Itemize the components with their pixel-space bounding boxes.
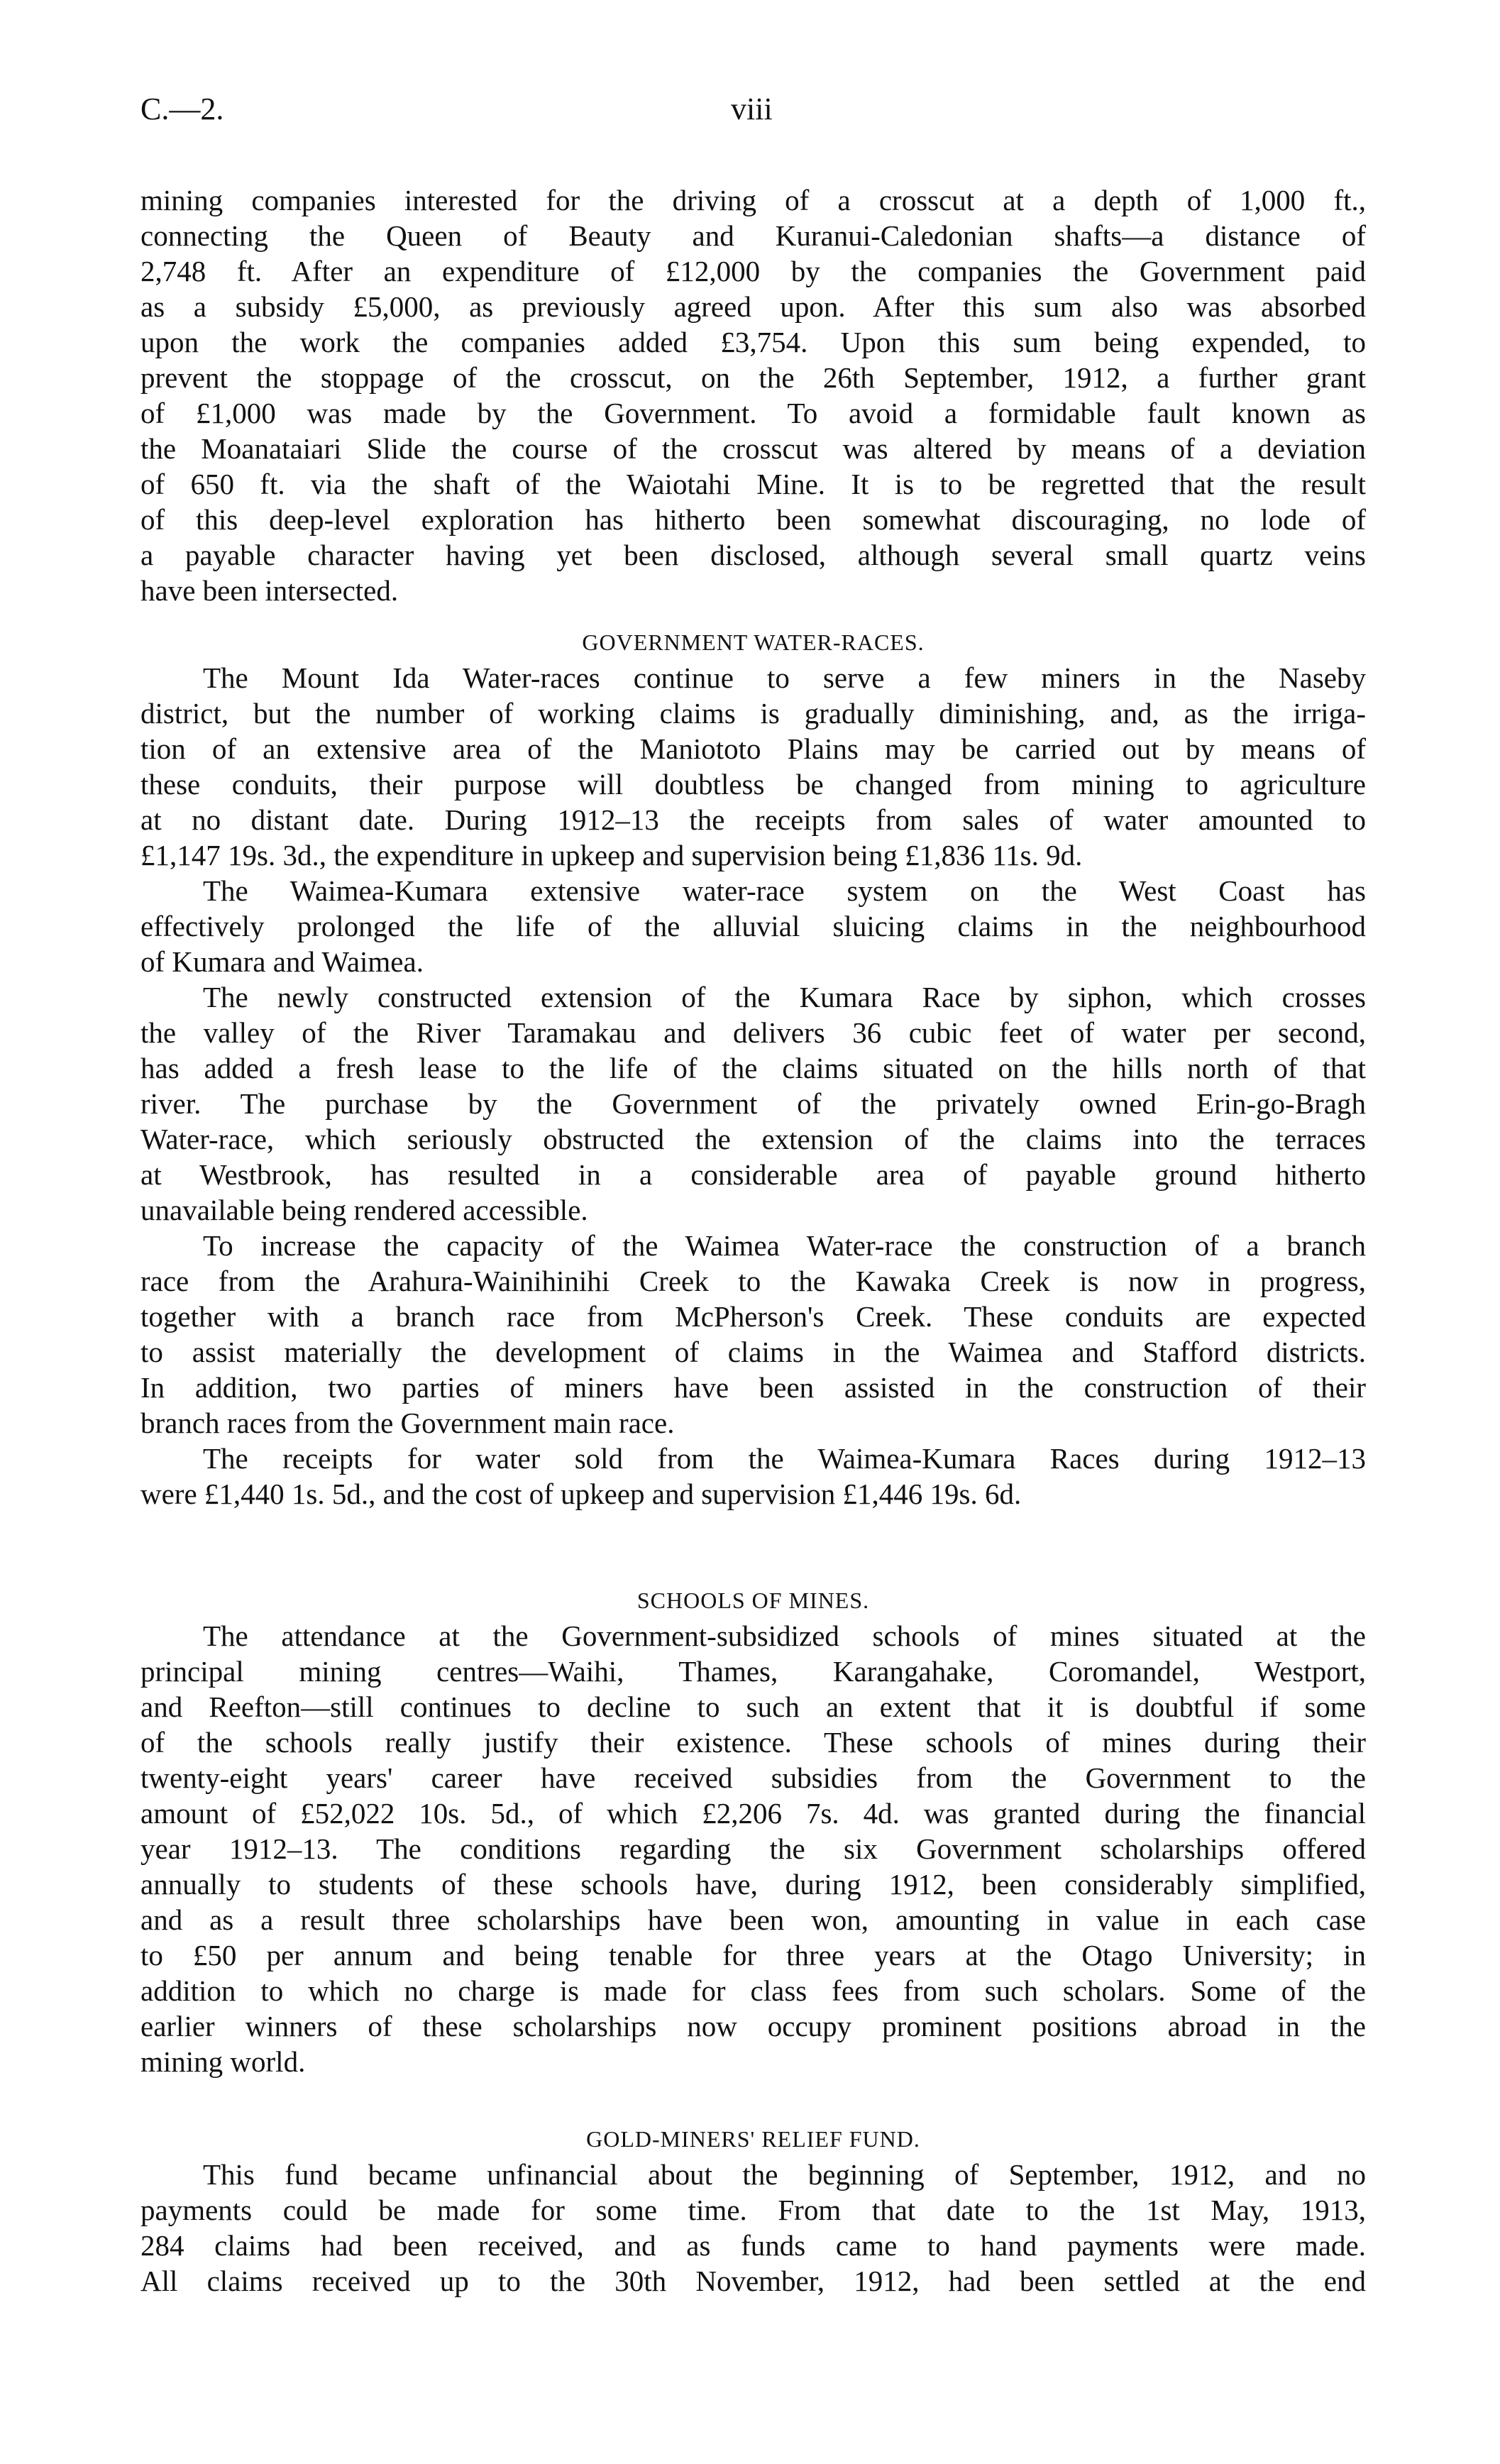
text-line: earlier winners of these scholarships now occupy prominent positions abroad in the (140, 2010, 1366, 2042)
text-line: effectively prolonged the life of the alluvial sluicing claims in the neighbourhood (140, 910, 1366, 942)
paragraph (140, 660, 1366, 873)
paragraph (140, 979, 1366, 1228)
text-line: twenty-eight years' career have received subsidies from the Government to the (140, 1761, 1366, 1794)
page-code: C.—2. (140, 92, 224, 126)
paragraph (140, 1441, 1366, 1512)
text-line: The Waimea-Kumara extensive water-race system on the West Coast has (203, 874, 1366, 907)
paragraph (140, 1618, 1366, 2079)
text-line: were £1,440 1s. 5d., and the cost of upkeep and supervision £1,446 19s. 6d. (140, 1478, 1022, 1510)
text-line: to assist materially the development of claims in the Waimea and Stafford districts. (140, 1336, 1366, 1368)
text-line: This fund became unfinancial about the beginning of September, 1912, and no (203, 2158, 1366, 2191)
text-line: branch races from the Government main race. (140, 1407, 675, 1439)
text-line: payments could be made for some time. From that date to the 1st May, 1913, (140, 2194, 1366, 2226)
paragraph (140, 873, 1366, 979)
text-line: amount of £52,022 10s. 5d., of which £2,206 7s. 4d. was granted during the financial (140, 1797, 1366, 1830)
text-line: has added a fresh lease to the life of the claims situated on the hills north of that (140, 1052, 1366, 1084)
section-crosscut (140, 182, 1366, 608)
text-line: to £50 per annum and being tenable for three years at the Otago University; in (140, 1939, 1366, 1971)
text-line: of the schools really justify their existence. These schools of mines during their (140, 1726, 1366, 1759)
text-line: race from the Arahura-Wainihinihi Creek to the Kawaka Creek is now in progress, (140, 1265, 1366, 1297)
text-line: year 1912–13. The conditions regarding the six Government scholarships offered (140, 1832, 1366, 1865)
text-line: In addition, two parties of miners have been assisted in the construction of their (140, 1371, 1366, 1404)
text-line: 284 claims had been received, and as funds came to hand payments were made. (140, 2229, 1366, 2262)
text-line: The Mount Ida Water-races continue to serve a few miners in the Naseby (203, 661, 1366, 694)
section-gold-miners-relief-fund (140, 2121, 1366, 2299)
text-line: annually to students of these schools have, during 1912, been considerably simplified, (140, 1868, 1366, 1901)
text-line: as a subsidy £5,000, as previously agreed upon. After this sum also was absorbed (140, 290, 1366, 323)
text-line: tion of an extensive area of the Maniototo Plains may be carried out by means of (140, 732, 1366, 765)
text-line: The attendance at the Government-subsidized schools of mines situated at the (203, 1619, 1366, 1652)
paragraph (140, 2157, 1366, 2299)
text-line: prevent the stoppage of the crosscut, on the 26th September, 1912, a further grant (140, 361, 1366, 394)
text-line: The receipts for water sold from the Waimea-Kumara Races during 1912–13 (203, 1442, 1366, 1475)
text-line: All claims received up to the 30th November, 1912, had been settled at the end (140, 2265, 1366, 2297)
text-line: and as a result three scholarships have been won, amounting in value in each case (140, 1903, 1366, 1936)
text-line: together with a branch race from McPherson's Creek. These conduits are expected (140, 1300, 1366, 1333)
text-line: connecting the Queen of Beauty and Kuranui-Caledonian shafts—a distance of (140, 219, 1366, 252)
text-line: addition to which no charge is made for class fees from such scholars. Some of the (140, 1974, 1366, 2007)
text-line: at no distant date. During 1912–13 the receipts from sales of water amounted to (140, 803, 1366, 836)
text-line: Water-race, which seriously obstructed the extension of the claims into the terraces (140, 1123, 1366, 1155)
text-line: 2,748 ft. After an expenditure of £12,000 by the companies the Government paid (140, 255, 1366, 287)
section-schools-of-mines (140, 1583, 1366, 2079)
text-line: The newly constructed extension of the Kumara Race by siphon, which crosses (203, 981, 1366, 1013)
text-line: upon the work the companies added £3,754. Upon this sum being expended, to (140, 326, 1366, 358)
text-line: of £1,000 was made by the Government. To avoid a formidable fault known as (140, 397, 1366, 429)
text-line: these conduits, their purpose will doubtless be changed from mining to agriculture (140, 768, 1366, 801)
paragraph (140, 1228, 1366, 1441)
text-line: the valley of the River Taramakau and delivers 36 cubic feet of water per second, (140, 1016, 1366, 1049)
text-line: at Westbrook, has resulted in a considerable area of payable ground hitherto (140, 1158, 1366, 1191)
text-line: £1,147 19s. 3d., the expenditure in upkeep and supervision being £1,836 11s. 9d. (140, 839, 1083, 871)
text-line: district, but the number of working claims is gradually diminishing, and, as the irriga- (140, 697, 1366, 730)
text-line: of this deep-level exploration has hitherto been somewhat discouraging, no lode of (140, 503, 1366, 536)
section-government-water-races (140, 625, 1366, 1512)
text-line: of Kumara and Waimea. (140, 945, 424, 978)
text-line: unavailable being rendered accessible. (140, 1194, 588, 1226)
text-line: principal mining centres—Waihi, Thames, Karangahake, Coromandel, Westport, (140, 1655, 1366, 1688)
text-line: and Reefton—still continues to decline to such an extent that it is doubtful if some (140, 1690, 1366, 1723)
section-heading: GOLD-MINERS' RELIEF FUND. (586, 2126, 920, 2152)
text-line: To increase the capacity of the Waimea Water-race the construction of a branch (203, 1229, 1366, 1262)
text-line: of 650 ft. via the shaft of the Waiotahi Mine. It is to be regretted that the result (140, 468, 1366, 500)
paragraph (140, 182, 1366, 608)
section-heading: GOVERNMENT WATER-RACES. (582, 629, 925, 655)
text-line: river. The purchase by the Government of the privately owned Erin-go-Bragh (140, 1087, 1366, 1120)
text-line: mining companies interested for the driving of a crosscut at a depth of 1,000 ft., (140, 184, 1366, 216)
text-line: a payable character having yet been disclosed, although several small quartz veins (140, 539, 1366, 571)
page-number: viii (731, 92, 773, 126)
text-line: the Moanataiari Slide the course of the crosscut was altered by means of a deviation (140, 432, 1366, 465)
section-heading: SCHOOLS OF MINES. (636, 1588, 870, 1613)
text-line: mining world. (140, 2045, 306, 2078)
text-line: have been intersected. (140, 574, 399, 607)
